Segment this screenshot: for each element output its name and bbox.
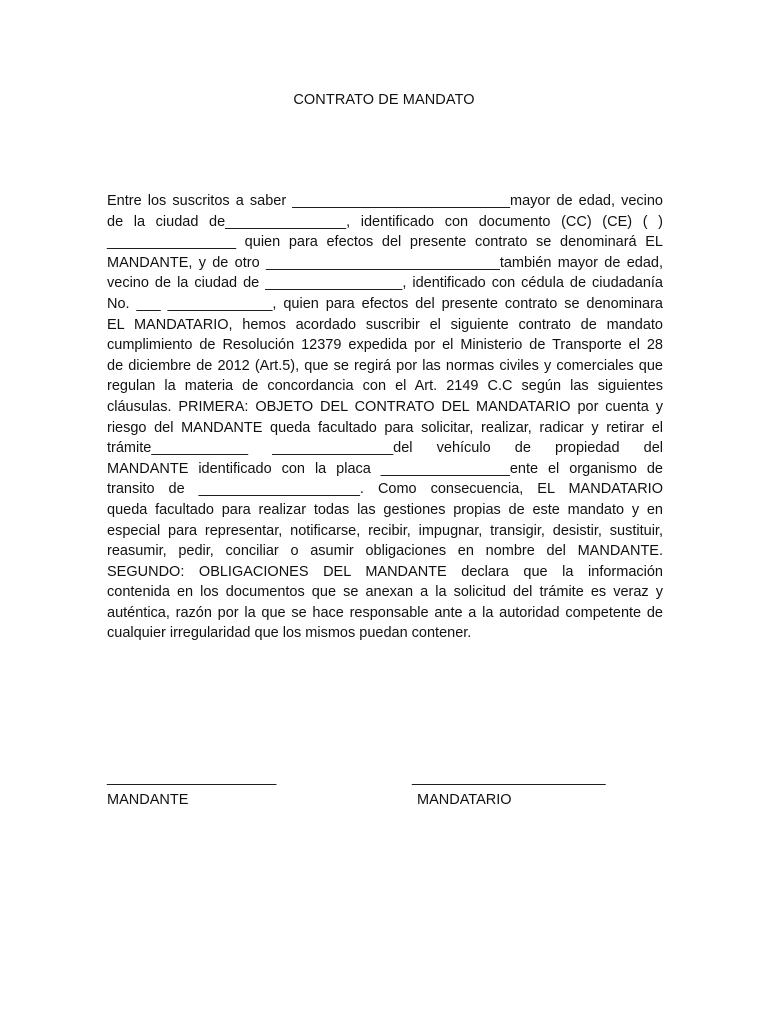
body-line: cláusulas. PRIMERA: OBJETO DEL CONTRATO DEL MANDATARIO por cuenta y — [107, 398, 663, 415]
body-line: de la ciudad de_______________, identificado con documento (CC) (CE) ( ) — [107, 213, 663, 230]
body-line: MANDANTE identificado con la placa ________________ente el organismo de — [107, 460, 663, 477]
body-line: Entre los suscritos a saber ___________________________mayor de edad, vecino — [107, 193, 663, 209]
body-line: contenida en los documentos que se anexan a la solicitud del trámite es veraz y — [107, 584, 663, 601]
body-line: transito de ____________________. Como consecuencia, EL MANDATARIO — [107, 481, 663, 498]
body-line: reasumir, pedir, conciliar o asumir obligaciones en nombre del MANDANTE. — [107, 543, 663, 560]
body-line: ________________ quien para efectos del presente contrato se denominará EL — [107, 234, 663, 251]
body-line: trámite____________ _______________del vehículo de propiedad del — [107, 440, 663, 457]
mandatario-label: MANDATARIO — [417, 792, 512, 808]
mandante-signature-line: _____________________ — [107, 770, 277, 786]
body-line: regulan la materia de concordancia con el Art. 2149 C.C según las siguientes — [107, 378, 663, 395]
contract-body — [107, 191, 663, 644]
body-line: queda facultado para realizar todas las gestiones propias de este mandato y en — [107, 501, 663, 518]
body-line: de diciembre de 2012 (Art.5), que se regirá por las normas civiles y comerciales que — [107, 357, 663, 374]
mandante-label: MANDANTE — [107, 792, 189, 808]
body-line: auténtica, razón por la que se hace responsable ante a la autoridad competente de — [107, 604, 663, 621]
body-line: vecino de la ciudad de _________________, identificado con cédula de ciudadanía — [107, 275, 663, 292]
body-line: No. ___ _____________, quien para efectos del presente contrato se denominara — [107, 295, 663, 312]
body-line: cualquier irregularidad que los mismos puedan contener. — [107, 625, 472, 642]
body-line: riesgo del MANDANTE queda facultado para solicitar, realizar, radicar y retirar el — [107, 419, 663, 436]
body-line: especial para representar, notificarse, recibir, impugnar, transigir, desistir, sustituir, — [107, 522, 663, 539]
body-line: MANDANTE, y de otro _____________________________también mayor de edad, — [107, 254, 663, 271]
body-line: cumplimiento de Resolución 12379 expedida por el Ministerio de Transporte el 28 — [107, 337, 663, 354]
body-line: EL MANDATARIO, hemos acordado suscribir el siguiente contrato de mandato — [107, 316, 663, 333]
mandatario-signature-line: ________________________ — [412, 770, 606, 786]
body-line: SEGUNDO: OBLIGACIONES DEL MANDANTE declara que la información — [107, 563, 663, 580]
document-title: CONTRATO DE MANDATO — [293, 92, 475, 108]
